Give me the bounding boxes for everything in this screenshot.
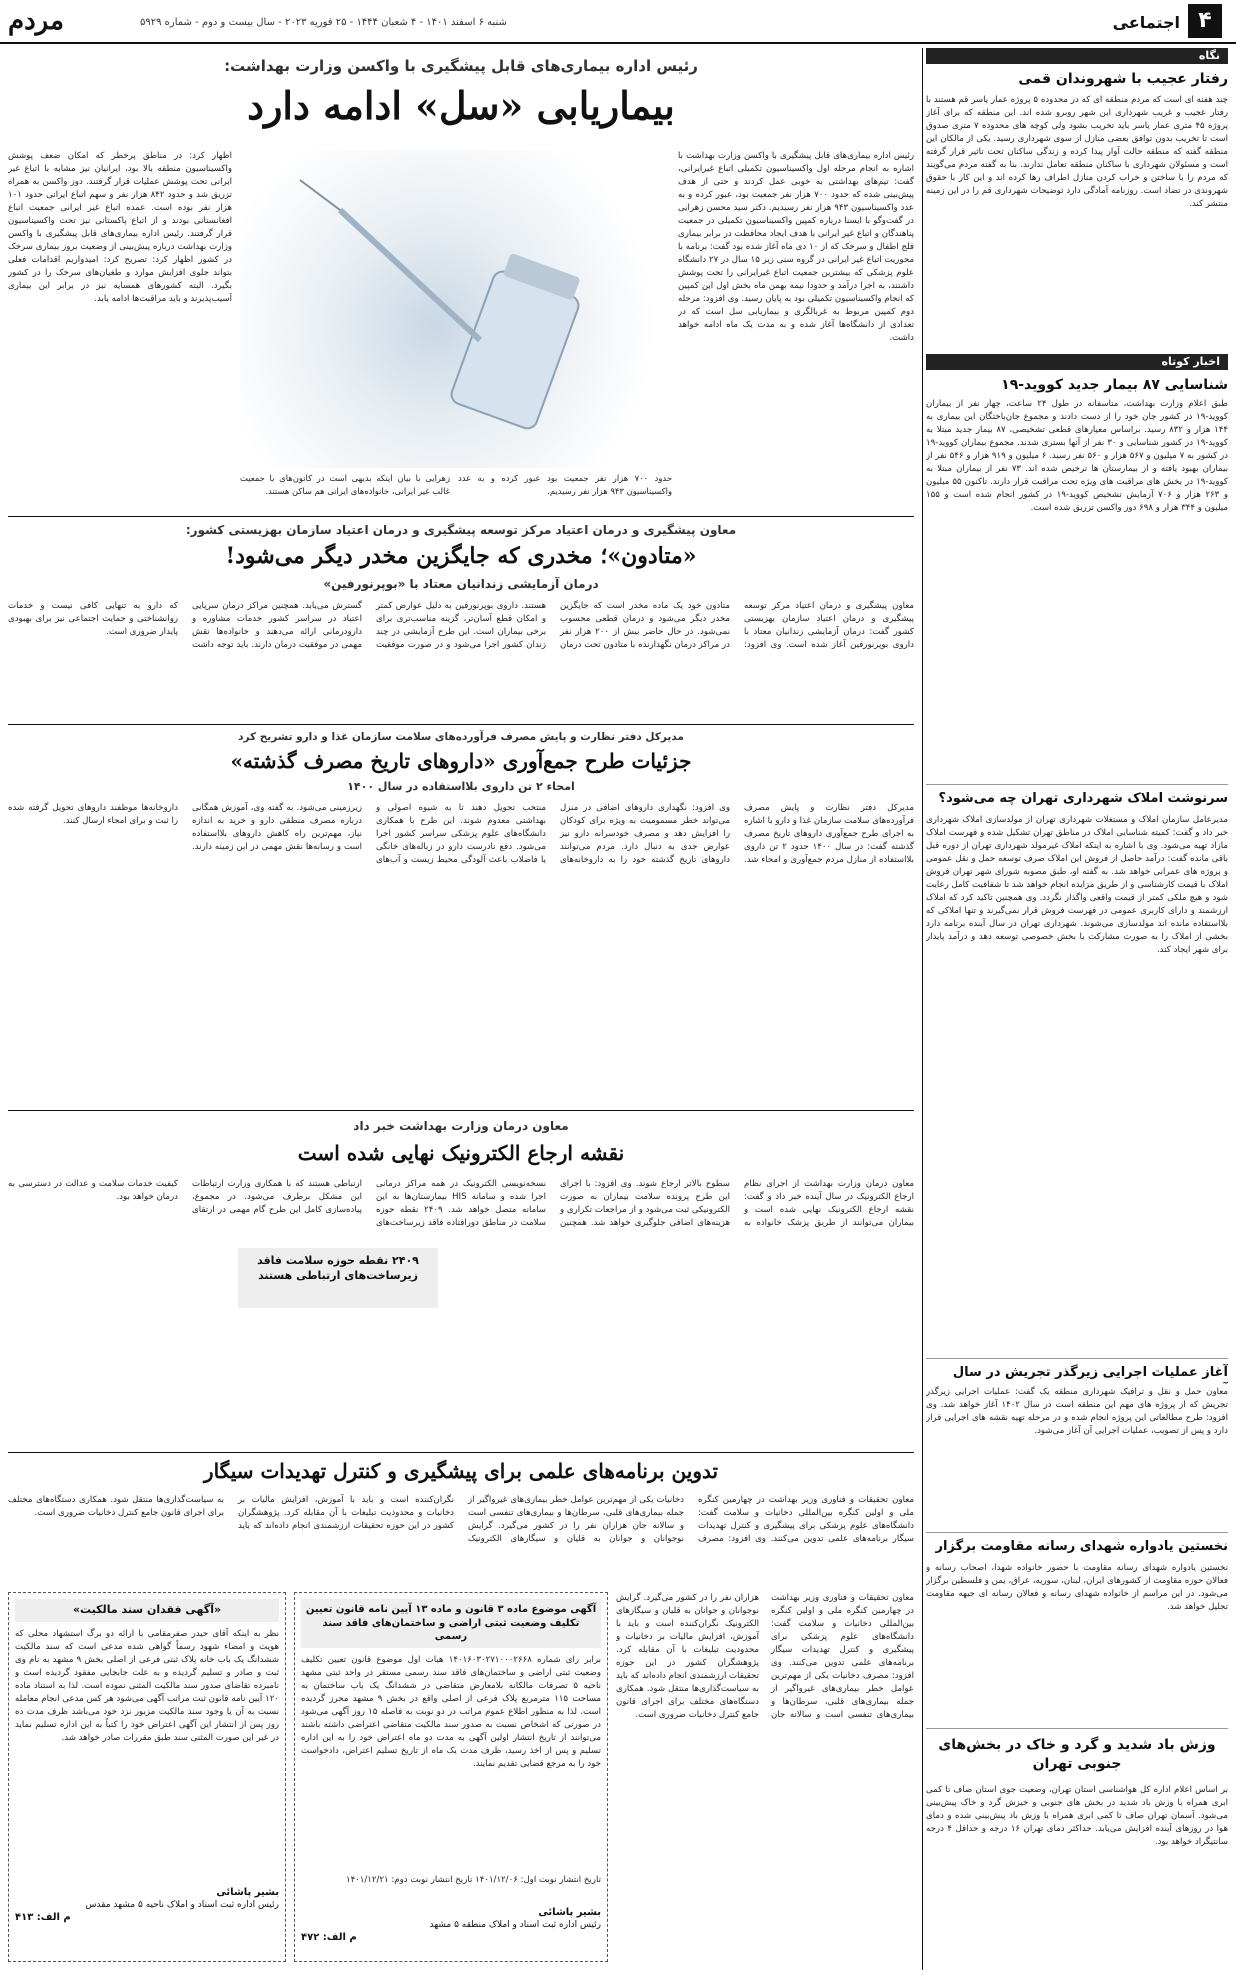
vaccine-photo (240, 150, 672, 468)
legal-ad-2-signer: بشیر پاشائی (216, 1886, 279, 1898)
brief-5-body: بر اساس اعلام اداره کل هواشناسی استان تهران، وضعیت جوی استان صاف تا کمی ابری همراه با وزش باد شدید در بخش های جنوبی و خیزش گرد و خاک پیش‌بینی می‌شود. آسمان تهران صاف تا کمی ابری همراه با وزش باد پیش‌بینی شده و دمای هوا در روزهای آینده افزایش می‌یابد. حداکثر دمای تهران ۱۶ درجه و حداقل ۴ درجه سانتیگراد خواهد بود. (926, 1785, 1228, 1847)
legal-ad-1-dates: تاریخ انتشار نوبت اول: ۱۴۰۱/۱۲/۰۶ تاریخ انتشار نوبت دوم: ۱۴۰۱/۱۲/۲۱ (345, 1874, 601, 1885)
brief-3-title: آغاز عملیات اجرایی زیرگذر تجریش در سال (952, 1365, 1228, 1380)
legal-ad-2-title: «آگهی فقدان سند مالکیت» (15, 1599, 279, 1622)
story5-continued (616, 1592, 914, 1962)
legal-ad-1-body: برابر رای شماره ۱۴۰۱۶۰۳۰۲۷۱۰۰۰۲۶۶۸ هیات اول موضوع قانون تعیین تکلیف وضعیت ثبتی اراضی و ساختمان‌های فاقد سند رسمی مستقر در واحد ثبتی مشهد ناحیه ۵ تصرفات مالکانه بلامعارض متقاضی در ششدانگ یک باب ساختمان به مساحت ۱۱۵ مترمربع پلاک فرعی از اصلی واقع در بخش ۹ مشهد محرز گردیده است. لذا به منظور اطلاع عموم مراتب در دو نوبت به فاصله ۱۵ روز آگهی می‌شود در صورتی که اشخاص نسبت به صدور سند مالکیت متقاضی اعتراضی داشته باشند می‌توانند از تاریخ انتشار اولین آگهی به مدت دو ماه اعتراض خود را به این اداره تسلیم و پس از اخذ رسید، ظرف مدت یک ماه از تاریخ تسلیم اعتراض، دادخواست خود را به مرجع قضایی تقدیم نمایند. (301, 1654, 601, 1769)
story5-continued-text: معاون تحقیقات و فناوری وزیر بهداشت در چهارمین کنگره ملی و اولین کنگره بین‌المللی دخانیات و سلامت گفت: دانشگاه‌های علوم پزشکی برای پیشگیری و کنترل تهدیدات سیگار برنامه‌های علمی تدوین می‌کنند. وی افزود: مصرف دخانیات یکی از مهم‌ترین عوامل خطر بیماری‌های غیرواگیر از جمله بیماری‌های قلبی، سرطان‌ها و بیماری‌های تنفسی است و سالانه جان هزاران نفر را در کشور می‌گیرد. گرایش نوجوانان و جوانان به قلیان و سیگارهای الکترونیک نگران‌کننده است و باید با آموزش، افزایش مالیات بر دخانیات و محدودیت تبلیغات با آن مقابله کرد. پژوهشگران کشور در این حوزه تحقیقات ارزشمندی انجام داده‌اند که باید به سیاست‌گذاری‌ها منتقل شود. همکاری دستگاه‌های مختلف برای اجرای قانون جامع کنترل دخانیات ضروری است. (616, 1593, 914, 1720)
story5-body: معاون تحقیقات و فناوری وزیر بهداشت در چهارمین کنگره ملی و اولین کنگره بین‌المللی دخانیات و سلامت گفت: دانشگاه‌های علوم پزشکی برای پیشگیری و کنترل تهدیدات سیگار برنامه‌های علمی تدوین می‌کنند. وی افزود: مصرف دخانیات یکی از مهم‌ترین عوامل خطر بیماری‌های غیرواگیر از جمله بیماری‌های قلبی، سرطان‌ها و بیماری‌های تنفسی است و سالانه جان هزاران نفر را در کشور می‌گیرد. گرایش نوجوانان و جوانان به قلیان و سیگارهای الکترونیک نگران‌کننده است و باید با آموزش، افزایش مالیات بر دخانیات و محدودیت تبلیغات با آن مقابله کرد. پژوهشگران کشور در این حوزه تحقیقات ارزشمندی انجام داده‌اند که باید به سیاست‌گذاری‌ها منتقل شود. همکاری دستگاه‌های مختلف برای اجرای قانون جامع کنترل دخانیات ضروری است. (8, 1495, 914, 1544)
story3-kicker: مدیرکل دفتر نظارت و پایش مصرف فرآورده‌های سلامت سازمان غذا و دارو تشریح کرد (238, 731, 684, 743)
syringe-icon (240, 150, 672, 468)
legal-ad-2-signer-title: رئیس اداره ثبت اسناد و املاک ناحیه ۵ مشهد مقدس (85, 1900, 279, 1911)
masthead (0, 0, 1236, 44)
brief-5-title: وزش باد شدید و گرد و خاک در بخش‌های جنوبی تهران (938, 1737, 1216, 1772)
story3-body: مدیرکل دفتر نظارت و پایش مصرف فرآورده‌های سلامت سازمان غذا و دارو با اشاره به اجرای طرح جمع‌آوری داروهای تاریخ مصرف گذشته گفت: در سال ۱۴۰۰ حدود ۲ تن داروی بلااستفاده از منازل مردم جمع‌آوری و امحاء شد. وی افزود: نگهداری داروهای اضافی در منزل می‌تواند خطر مسمومیت به ویژه برای کودکان را افزایش دهد و مصرف خودسرانه دارو نیز عوارض جدی به دنبال دارد. مردم می‌توانند داروهای تاریخ گذشته خود را به داروخانه‌های منتخب تحویل دهند تا به شیوه اصولی و بهداشتی معدوم شوند. این طرح با همکاری دانشگاه‌های علوم پزشکی سراسر کشور اجرا می‌شود. دفع نادرست دارو در زباله‌های خانگی یا فاضلاب باعث آلودگی محیط زیست و آب‌های زیرزمینی می‌شود. به گفته وی، آموزش همگانی درباره مصرف منطقی دارو و خرید به اندازه نیاز، مهم‌ترین راه کاهش داروهای بلااستفاده است و رسانه‌ها نقش مهمی در این زمینه دارند. داروخانه‌ها موظفند داروهای تحویل گرفته شده را ثبت و برای امحاء ارسال کنند. (8, 803, 914, 865)
brief-3-body: معاون حمل و نقل و ترافیک شهرداری منطقه یک گفت: عملیات اجرایی زیرگذر تجریش که از پروژه های مهم این منطقه است در سال ۱۴۰۲ آغاز خواهد شد. وی افزود: طرح مطالعاتی این پروژه انجام شده و در مرحله تهیه نقشه های اجرایی قرار دارد و پس از تصویب، عملیات اجرایی آن آغاز می‌شود. (926, 1387, 1228, 1436)
photo-caption-right: حدود ۷۰۰ هزار نفر جمعیت بود عبور کرده و به عدد واکسیناسیون ۹۴۳ هزار نفر رسیدیم. (458, 473, 672, 496)
legal-ad-1-signer: بشیر پاشائی (538, 1906, 601, 1918)
story3-subhead: امحاء ۲ تن داروی بلااستفاده در سال ۱۴۰۰ (347, 780, 575, 793)
brief-4-title: نخستین یادواره شهدای رسانه مقاومت برگزار (935, 1539, 1228, 1554)
column-rule (922, 48, 923, 1970)
note-tag: نگاه (926, 48, 1228, 64)
lead-headline: بیماریابی «سل» ادامه دارد (247, 83, 675, 128)
dateline: شنبه ۶ اسفند ۱۴۰۱ - ۴ شعبان ۱۴۴۴ - ۲۵ فوریه ۲۰۲۳ - سال بیست و دوم - شماره ۵۹۲۹ (140, 17, 507, 28)
legal-ad-1 (294, 1592, 608, 1962)
legal-ad-1-code: م الف: ۴۷۲ (301, 1932, 357, 1944)
story2-headline: «متادون»؛ مخدری که جایگزین مخدر دیگر می‌شود! (225, 543, 697, 569)
main-area (8, 48, 914, 1970)
brief-1-title: شناسایی ۸۷ بیمار جدید کووید-۱۹ (1001, 377, 1228, 393)
legal-ad-2-body: نظر به اینکه آقای حیدر صفرمقامی با ارائه دو برگ استشهاد محلی که هویت و امضاء شهود رسماً گواهی شده مدعی است که سند مالکیت ششدانگ یک باب خانه پلاک ثبتی فرعی از اصلی بخش ۹ مشهد به نام وی ثبت و صادر و تسلیم گردیده و به علت جابجایی مفقود گردیده است و نامبرده تقاضای صدور سند مالکیت المثنی نموده است. لذا به استناد ماده ۱۲۰ آیین نامه قانون ثبت مراتب آگهی می‌شود هر کس مدعی انجام معامله نسبت به آن یا وجود سند مالکیت مزبور نزد خود می‌باشد ظرف مدت ده روز پس از انتشار این آگهی اعتراض خود را کتباً به این اداره تسلیم نماید در غیر این صورت المثنی سند طبق مقررات صادر خواهد شد. (15, 1628, 279, 1743)
lead-kicker: رئیس اداره بیماری‌های قابل پیشگیری با واکسن وزارت بهداشت: (224, 57, 698, 75)
brief-4-body: نخستین یادواره شهدای رسانه مقاومت با حضور خانواده شهدا، اصحاب رسانه و فعالان حوزه مقاومت از کشورهای ایران، لبنان، سوریه، عراق، یمن و فلسطین برگزار می‌شود. در این مراسم از خانواده شهدای رسانه و فعالان رسانه ای جبهه مقاومت تجلیل خواهد شد. (926, 1563, 1228, 1612)
legal-ad-2-code: م الف: ۴۱۳ (15, 1912, 71, 1924)
section-number: ۴ (1188, 4, 1222, 38)
story4-body: معاون درمان وزارت بهداشت از اجرای نظام ارجاع الکترونیک در سال آینده خبر داد و گفت: نقشه ارجاع الکترونیک نهایی شده است و بیماران می‌توانند از طریق پزشک خانواده به سطوح بالاتر ارجاع شوند. وی افزود: با اجرای این طرح پرونده سلامت بیماران به صورت الکترونیکی ثبت می‌شود و از مراجعات تکراری و هزینه‌های اضافی جلوگیری خواهد شد. همچنین نسخه‌نویسی الکترونیک در همه مراکز درمانی اجرا شده و سامانه HIS بیمارستان‌ها به این سامانه متصل خواهد شد. ۲۴۰۹ نقطه حوزه سلامت در مناطق دورافتاده فاقد زیرساخت‌های ارتباطی هستند که با همکاری وزارت ارتباطات این مشکل برطرف می‌شود. در مجموع، پیاده‌سازی کامل این طرح گام مهمی در ارتقای کیفیت خدمات سلامت و عدالت در دسترسی به درمان خواهد بود. (8, 1179, 914, 1228)
story5-headline: تدوین برنامه‌های علمی برای پیشگیری و کنترل تهدیدات سیگار (203, 1459, 719, 1483)
lead-col-right: رئیس اداره بیماری‌های قابل پیشگیری با واکسن وزارت بهداشت با اشاره به انجام مرحله اول واکسیناسیون تکمیلی اتباع غیرایرانی، گفت: تیم‌های بهداشتی به خوبی عمل کردند و حتی از هدف پیش‌بینی شده که حدود ۷۰۰ هزار نفر جمعیت بود، عبور کرده و به عدد واکسیناسیون ۹۴۳ هزار نفر رسیدیم. دکتر سید محسن زهرایی در گفت‌وگو با ایسنا درباره کمپین واکسیناسیون تکمیلی در جمعیت پناهندگان و اتباع غیر ایرانی با هدف ایجاد محافظت در برابر بیماری فلج اطفال و سرخک که از ۱۰ دی ماه آغاز شده بود گفت: برنامه با محوریت اتباع غیر ایرانی در گروه سنی زیر ۱۵ سال در ۲۷ دانشگاه علوم پزشکی که بیشترین جمعیت اتباع غیرایرانی را تحت پوشش داشتند، به اجرا درآمد و حدودا نیمه بهمن ماه بخش اول این کمپین که انجام واکسیناسیون تکمیلی بود به پایان رسید. وی افزود: مرحله دوم کمپین مربوط به غربالگری و بیماریابی سل است که در تعدادی از دانشگاه‌ها آغاز شده و به مدت یک ماه ادامه خواهد داشت. (678, 151, 914, 343)
note-body: چند هفته ای است که مردم منطقه ای که در محدوده ۵ پروژه عمار یاسر قم هستند با رفتار عجیب و غریب شهرداری این شهر روبرو شده اند. این منطقه که برای آغاز پروژه ۴۵ متری عمار یاسر باید تخریب بشود ولی کوچه های محدوده ۷ متری صدوق است تا تخریب بدون توافق بعضی منازل از سوی شهرداری رسید. یکی از مالکان این منطقه گفته که منطقه حالت آوار پیدا کرده و زندگی ساکنان تحت تاثیر قرار گرفته است و مسئولان شهرداری با ساکنان منطقه تعامل ندارند. بنا به گفته مردم می‌گویند که مردم را با ساختن و خراب کردن منازل اطراف رها کرده اند و این کار با حقوق شهروندی در تضاد است. روزنامه آمادگی دارد توضیحات شهرداری قم را در این زمینه منتشر کند. (926, 95, 1228, 209)
story2-body: معاون پیشگیری و درمان اعتیاد مرکز توسعه پیشگیری و درمان اعتیاد سازمان بهزیستی کشور گفت: درمان آزمایشی زندانیان معتاد با داروی بوپرنورفین آغاز شده است. وی افزود: متادون خود یک ماده مخدر است که جایگزین مخدر دیگر می‌شود و درمان قطعی محسوب نمی‌شود. در حال حاضر بیش از ۲۰۰ هزار نفر در مراکز درمان نگهدارنده با متادون تحت درمان هستند. داروی بوپرنورفین به دلیل عوارض کمتر و امکان قطع آسان‌تر، گزینه مناسب‌تری برای برخی بیماران است. این طرح آزمایشی در چند زندان کشور اجرا می‌شود و در صورت موفقیت گسترش می‌یابد. همچنین مراکز درمان سرپایی اعتیاد در سراسر کشور خدمات مشاوره و دارودرمانی ارائه می‌دهند و خانواده‌ها نقش مهمی در موفقیت درمان دارند. باید توجه داشت که دارو به تنهایی کافی نیست و خدمات روانشناختی و حمایت اجتماعی نیز برای بهبودی پایدار ضروری است. (8, 601, 914, 650)
briefs-tag: اخبار کوتاه (926, 354, 1228, 370)
story4-headline: نقشه ارجاع الکترونیک نهایی شده است (297, 1141, 625, 1165)
divider (926, 784, 1228, 785)
lead-col-left: اظهار کرد: در مناطق پرخطر که امکان ضعف پوشش واکسیناسیون منطقه بالا بود، ایرانیان نیز مشابه با اتباع غیر ایرانی تحت پوشش عملیات قرار گرفتند. دوز واکسن به همراه تزریق شد و حدود ۸۴۲ هزار نفر و سهم اتباع ایرانی حدود ۱۰۱ هزار نفر بوده است. عمده اتباع غیر ایرانی جمعیت اتباع افغانستانی بودند و از اتباع پاکستانی نیز تحت واکسیناسیون قرار گرفتند. رئیس اداره بیماری‌های قابل پیشگیری با واکسن وزارت بهداشت درباره پیش‌بینی از وضعیت بروز بیماری سرخک در کشور اظهار کرد: تصریح کرد: امیدواریم اقدامات فعلی بتواند جلوی افزایش موارد و طغیان‌های سرخک را در کشور بگیرد. البته کشورهای همسایه نیز در برابر این بیماری آسیب‌پذیرند و باید مراقبت‌ها ادامه یابد. (8, 151, 232, 304)
brief-1-body: طبق اعلام وزارت بهداشت، متاسفانه در طول ۲۴ ساعت، چهار نفر از بیماران کووید-۱۹ در کشور جان خود را از دست دادند و مجموع جان‌باختگان این بیماری به ۱۴۴ هزار و ۸۳۲ رسید. براساس معیارهای قطعی تشخیصی، ۸۷ بیمار جدید مبتلا به کووید-۱۹ در کشور شناسایی و ۳۰ نفر از آنها بستری شدند. مجموع بیماران کووید-۱۹ در کشور به ۷ میلیون و ۵۶۷ هزار و ۵۶۰ نفر رسید. ۶ میلیون و ۹۱۹ هزار و ۵۴۶ نفر از بیماران بهبود یافته و از بیمارستان ها ترخیص شده اند. ۷۳ نفر از بیماران مبتلا به کووید-۱۹ در بخش های مراقبت های ویژه تحت مراقبت قرار دارند. تاکنون ۵۵ میلیون و ۲۶۳ هزار و ۷۰۶ آزمایش تشخیص کووید-۱۹ در کشور انجام شده است و ۱۵۵ میلیون و ۳۴۴ هزار و ۶۹۸ دوز واکسن تزریق شده است. (926, 399, 1228, 513)
sidebar (926, 48, 1228, 1970)
story2-kicker: معاون پیشگیری و درمان اعتیاد مرکز توسعه پیشگیری و درمان اعتیاد سازمان بهزیستی کشور: (185, 523, 737, 537)
newspaper-logo: مردم (8, 6, 64, 36)
legal-ad-1-title: آگهی موضوع ماده ۳ قانون و ماده ۱۳ آیین نامه قانون تعیین تکلیف وضعیت ثبتی اراضی و ساختمان‌های فاقد سند رسمی (301, 1599, 601, 1648)
divider (926, 1358, 1228, 1359)
story-divider (8, 1110, 914, 1111)
legal-ad-1-signer-title: رئیس اداره ثبت اسناد و املاک منطقه ۵ مشهد (429, 1920, 601, 1930)
story3-headline: جزئیات طرح جمع‌آوری «داروهای تاریخ مصرف گذشته» (230, 749, 692, 773)
divider (926, 1728, 1228, 1729)
divider (926, 1532, 1228, 1533)
story2-subhead: درمان آزمایشی زندانیان معتاد با «بوپرنورفین» (323, 577, 599, 591)
photo-caption-left: زهرایی با بیان اینکه بدیهی است در کانون‌های با جمعیت غالب غیر ایرانی، خانواده‌های ایرانی هم ساکن هستند. (240, 473, 450, 496)
legal-ad-2 (8, 1592, 286, 1962)
brief-2-title: سرنوشت املاک شهرداری تهران چه می‌شود؟ (938, 791, 1228, 806)
story4-kicker: معاون درمان وزارت بهداشت خبر داد (353, 1119, 569, 1133)
brief-2-body: مدیرعامل سازمان املاک و مستغلات شهرداری تهران از مولدسازی املاک شهرداری خبر داد و گفت: کمیته شناسایی املاک در مناطق تهران تشکیل شده و فهرست املاک مازاد تهیه می‌شود. وی با اشاره به اینکه املاک غیرمولد شهرداری تهران از دوره قبل باقی مانده گفت: درآمد حاصل از فروش این املاک صرف توسعه حمل و نقل عمومی و پروژه های عمرانی خواهد شد. به گفته او، طبق مصوبه شورای شهر تهران فروش املاک با قیمت کارشناسی و از طریق مزایده انجام خواهد شد تا شفافیت کامل رعایت شود و هیچ ملکی کمتر از قیمت واقعی واگذار نگردد. وی همچنین تاکید کرد که املاک ارزشمند و دارای کاربری عمومی در فهرست فروش قرار نمی‌گیرند و تنها املاکی که بلااستفاده مانده اند مولدسازی می‌شوند. شهرداری تهران در سال آینده برنامه دارد بخشی از املاک را به صورت مشارکت با بخش خصوصی توسعه دهد و درآمد پایدار برای شهر ایجاد کند. (926, 815, 1228, 955)
story-divider (8, 724, 914, 725)
section-name: اجتماعی (1112, 13, 1180, 32)
boxed-highlight-text: ۲۴۰۹ نقطه حوزه سلامت فاقد زیرساخت‌های ارتباطی هستند (257, 1254, 419, 1282)
story-divider (8, 1452, 914, 1453)
story-divider (8, 516, 914, 517)
boxed-highlight (238, 1248, 438, 1308)
note-title: رفتار عجیب با شهروندان قمی (1018, 71, 1228, 87)
